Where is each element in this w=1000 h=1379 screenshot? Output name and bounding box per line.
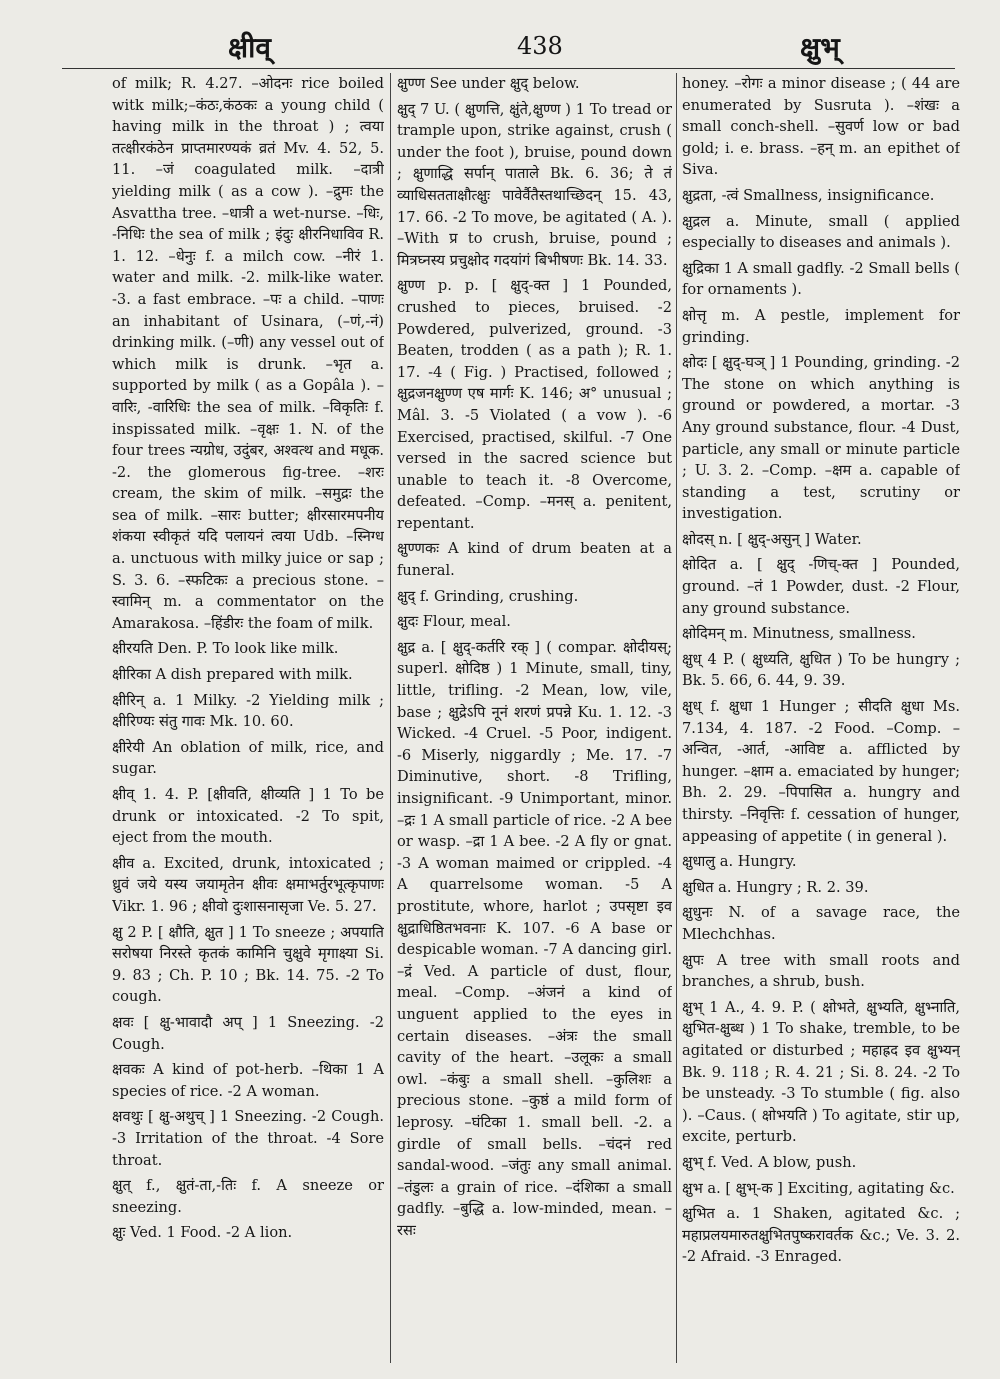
dictionary-entry: क्षोदस् n. [ क्षुद्-असुन् ] Water.: [682, 530, 862, 548]
dictionary-entry: क्षवः [ क्षु-भावादौ अप् ] 1 Sneezing. -2 Cough.: [112, 1013, 384, 1053]
column-divider: [676, 73, 677, 1363]
header-rule: [62, 68, 955, 69]
dictionary-entry: क्षुभ् 1 A., 4. 9. P. ( क्षोभते, क्षुभ्यति, क्षुभ्नाति, क्षुभित-क्षुब्ध ) 1 To shake, tremble, to be agitated or disturbed ; महाह्रद इव क्षुभ्यन् Bk. 9. 118 ; R. 4. 21 ; Si. 8. 24. -2 To be unsteady. -3 To stumble ( fig. also ). –Caus. ( क्षोभयति ) To agitate, stir up, excite, perturb.: [682, 998, 960, 1146]
dictionary-entry: क्षोदिमन् m. Minutness, smallness.: [682, 625, 916, 643]
dictionary-entry: क्षीव a. Excited, drunk, intoxicated ; ध्रुवं जये यस्य जयामृतेन क्षीवः क्षमाभर्तुरभूत्कृपाणः Vikr. 1. 96 ; क्षीवो दुःशासनासृजा Ve. 5. 27.: [112, 854, 384, 915]
dictionary-entry: क्षुः Ved. 1 Food. -2 A lion.: [112, 1224, 293, 1242]
column-2: [397, 73, 672, 1363]
dictionary-entry: क्षवथुः [ क्षु-अथुच् ] 1 Sneezing. -2 Cough. -3 Irritation of the throat. -4 Sore throat.: [112, 1108, 384, 1169]
right-guide-word: क्षुभ्: [800, 31, 840, 64]
dictionary-entry: क्षुभ् f. Ved. A blow, push.: [682, 1153, 857, 1171]
dictionary-entry: क्षुभ a. [ क्षुभ्-क ] Exciting, agitating &c.: [682, 1179, 955, 1197]
page-number: 438: [517, 32, 563, 60]
dictionary-entry: क्षुण्ण See under क्षुद् below.: [397, 75, 580, 92]
dictionary-entry: क्षुदः Flour, meal.: [397, 613, 511, 631]
dictionary-entry: क्षुद्रिका 1 A small gadfly. -2 Small bells ( for ornaments ).: [682, 259, 960, 299]
dictionary-entry: of milk; R. 4.27. –ओदनः rice boiled witk milk;–कंठः,कंठकः a young child ( having milk in the throat ) ; त्वया तत्क्षीरकंठेन प्राप्तमारण्यकं व्रतं Mv. 4. 52, 5. 11. –जं coagulated milk. –दात्री yielding milk ( as a cow ). –द्रुमः the Asvattha tree. –धात्री a wet-nurse. –धिः, -निधिः the sea of milk ; इंदुः क्षीरनिधाविव R. 1. 12. –धेनुः f. a milch cow. –नीरं 1. water and milk. -2. milk-like water. -3. a fast embrace. –पः a child. –पाणः an inhabitant of Usinara, (–णं,-नं) drinking milk. (–णी) any vessel out of which milk is drunk. –भृत a. supported by milk ( as a Gopâla ). –वारिः, -वारिधिः the sea of milk. –विकृतिः f. inspissated milk. –वृक्षः 1. N. of the four trees न्यग्रोध, उदुंबर, अश्वत्थ and मधूक. -2. the glomerous fig-tree. –शरः cream, the skim of milk. –समुद्रः the sea of milk. –सारः butter; क्षीरसारमपनीय शंकया स्वीकृतं यदि पलायनं त्वया Udb. –स्निग्ध a. unctuous with milky juice or sap ; S. 3. 6. –स्फटिकः a precious stone. –स्वामिन् m. a commentator on the Amarakosa. –हिंडीरः the foam of milk.: [112, 75, 384, 632]
dictionary-entry: क्षुभित a. 1 Shaken, agitated &c. ; महाप्रलयमारुतक्षुभितपुष्करावर्तक &c.; Ve. 3. 2. -2 Afraid. -3 Enraged.: [682, 1205, 960, 1266]
dictionary-entry: क्षु 2 P. [ क्षौति, क्षुत ] 1 To sneeze ; अपयाति सरोषया निरस्ते कृतकं कामिनि चुक्षुवे मृगाक्ष्या Si. 9. 83 ; Ch. P. 10 ; Bk. 14. 75. -2 To cough.: [112, 923, 384, 1006]
dictionary-entry: क्षुद्रल a. Minute, small ( applied especially to diseases and animals ).: [682, 212, 960, 252]
dictionary-entry: क्षवकः A kind of pot-herb. –थिका 1 A species of rice. -2 A woman.: [112, 1061, 384, 1100]
dictionary-entry: क्षुत् f., क्षुतं-ता,-तिः f. A sneeze or sneezing.: [112, 1177, 384, 1216]
dictionary-entry: क्षुधुनः N. of a savage race, the Mlechchhas.: [682, 904, 960, 943]
dictionary-entry: क्षीव् 1. 4. P. [क्षीवति, क्षीव्यति ] 1 To be drunk or intoxicated. -2 To spit, eject from the mouth.: [112, 786, 384, 847]
dictionary-entry: क्षुद्र a. [ क्षुद्-कर्तरि रक् ] ( compar. क्षोदीयस्; superl. क्षोदिष्ठ ) 1 Minute, small, tiny, little, trifling. -2 Mean, low, vile, base ; क्षुद्रेऽपि नूनं शरणं प्रपन्ने Ku. 1. 12. -3 Wicked. -4 Cruel. -5 Poor, indigent. -6 Miserly, niggardly ; Me. 17. -7 Diminutive, short. -8 Trifling, insignificant. -9 Unimportant, minor. –द्रः 1 A small particle of rice. -2 A bee or wasp. –द्रा 1 A bee. -2 A fly or gnat. -3 A woman maimed or crippled. -4 A quarrelsome woman. -5 A prostitute, whore, harlot ; उपसृष्टा इव क्षुद्राधिष्ठितभवनाः K. 107. -6 A base or despicable woman. -7 A dancing girl. –द्रं Ved. A particle of dust, flour, meal. –Comp. –अंजनं a kind of unguent applied to the eyes in certain diseases. –अंत्रः the small cavity of the heart. –उलूकः a small owl. –कंबुः a small shell. –कुलिशः a precious stone. –कुष्ठं a mild form of leprosy. –घंटिका 1. small bell. -2. a girdle of small bells. –चंदनं red sandal-wood. –जंतुः any small animal. –तंडुलः a grain of rice. –दंशिका a small gadfly. –बुद्धि a. low-minded, mean. –रसः: [397, 638, 672, 1239]
column-divider: [390, 73, 391, 1363]
left-guide-word: क्षीव्: [228, 31, 271, 64]
dictionary-entry: क्षुपः A tree with small roots and branches, a shrub, bush.: [682, 951, 960, 991]
dictionary-entry: क्षुद्रता, -त्वं Smallness, insignificance.: [682, 186, 935, 204]
dictionary-entry: क्षुद् 7 U. ( क्षुणत्ति, क्षुंते,क्षुण्ण ) 1 To tread or trample upon, strike against, crush ( under the foot ), bruise, pound down ; क्षुणाद्धि सर्पान् पाताले Bk. 6. 36; ते तं व्याधिसतताक्षौत्क्षुः पावेर्वैतैस्तथाच्छिदन् 15. 43, 17. 66. -2 To move, be agitated ( A. ). –With प्र to crush, bruise, pound ; मित्रघ्नस्य प्रचुक्षोद गदयांगं बिभीषणः Bk. 14. 33.: [397, 100, 672, 269]
dictionary-entry: क्षुध् f. क्षुधा 1 Hunger ; सीदति क्षुधा Ms. 7.134, 4. 187. -2 Food. –Comp. –अन्वित, -आर्त, -आविष्ट a. afflicted by hunger. –क्षाम a. emaciated by hunger; Bh. 2. 29. –पिपासित a. hungry and thirsty. –निवृत्तिः f. cessation of hunger, appeasing of appetite ( in general ).: [682, 698, 960, 845]
dictionary-entry: क्षीरिका A dish prepared with milk.: [112, 666, 353, 684]
column-1: [112, 73, 384, 1363]
column-3: [682, 73, 960, 1363]
dictionary-entry: क्षोदः [ क्षुद्-घञ् ] 1 Pounding, grinding. -2 The stone on which anything is ground or powdered, a mortar. -3 Any ground substance, flour. -4 Dust, particle, any small or minute particle ; U. 3. 2. –Comp. –क्षम a. capable of standing a test, scrutiny or investigation.: [682, 354, 960, 523]
dictionary-entry: क्षोत्तृ m. A pestle, implement for grinding.: [682, 306, 960, 346]
dictionary-entry: क्षुधित a. Hungry ; R. 2. 39.: [682, 878, 869, 896]
dictionary-entry: क्षोदित a. [ क्षुद् -णिच्-क्त ] Pounded, ground. –तं 1 Powder, dust. -2 Flour, any ground substance.: [682, 556, 960, 617]
dictionary-entry: क्षुण्णकः A kind of drum beaten at a funeral.: [397, 540, 672, 580]
dictionary-entry: क्षुण्ण p. p. [ क्षुद्-क्त ] 1 Pounded, crushed to pieces, bruised. -2 Powdered, pulverized, ground. -3 Beaten, trodden ( as a path ); R. 1. 17. -4 ( Fig. ) Practised, followed ; क्षुद्रजनक्षुण्ण एष मार्गः K. 146; अ° unusual ; Mâl. 3. -5 Violated ( a vow ). -6 Exercised, practised, skilful. -7 One versed in the sacred science but unable to teach it. -8 Overcome, defeated. –Comp. –मनस् a. penitent, repentant.: [397, 277, 672, 532]
page-header: [0, 28, 1000, 64]
dictionary-entry: क्षीरेयी An oblation of milk, rice, and sugar.: [112, 738, 384, 778]
dictionary-entry: क्षीरयति Den. P. To look like milk.: [112, 640, 339, 658]
dictionary-entry: क्षुधालु a. Hungry.: [682, 853, 797, 871]
dictionary-entry: honey. –रोगः a minor disease ; ( 44 are enumerated by Susruta ). –शंखः a small conch-shell. –सुवर्ण low or bad gold; i. e. brass. –हन् m. an epithet of Siva.: [682, 75, 960, 179]
dictionary-entry: क्षुध् 4 P. ( क्षुध्यति, क्षुधित ) To be hungry ; Bk. 5. 66, 6. 44, 9. 39.: [682, 650, 960, 690]
dictionary-entry: क्षीरिन् a. 1 Milky. -2 Yielding milk ; क्षीरिण्यः संतु गावः Mk. 10. 60.: [112, 691, 384, 731]
dictionary-entry: क्षुद् f. Grinding, crushing.: [397, 587, 579, 605]
